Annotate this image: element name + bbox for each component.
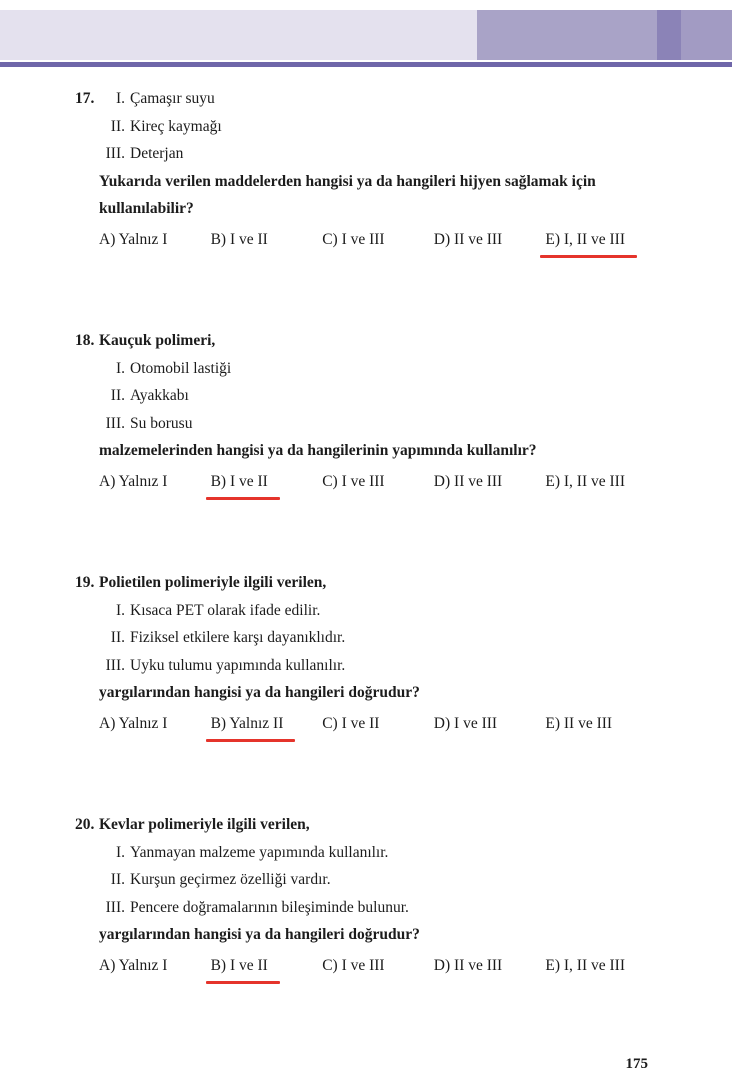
page-header	[0, 10, 732, 60]
option-c: C) I ve III	[322, 230, 385, 248]
statement-item	[99, 894, 652, 922]
options-row	[99, 710, 657, 738]
page-footer	[0, 1053, 732, 1073]
option-b: B) Yalnız II	[211, 710, 284, 738]
question-title: Polietilen polimeriyle ilgili verilen,	[99, 574, 327, 591]
question-18	[75, 327, 652, 495]
option-d: D) II ve III	[433, 472, 503, 490]
roman-numeral: II.	[110, 387, 125, 404]
statement-text: Kurşun geçirmez özelliği vardır.	[130, 871, 331, 888]
statement-text: Uyku tulumu yapımında kullanılır.	[130, 656, 346, 674]
statement-item	[99, 652, 652, 680]
option-d: D) II ve III	[433, 956, 503, 974]
option-c: C) I ve II	[322, 714, 380, 732]
roman-numeral: II.	[110, 117, 125, 135]
option-e: E) II ve III	[545, 714, 613, 732]
statement-text: Kısaca PET olarak ifade edilir.	[130, 601, 321, 619]
statement-text: Otomobil lastiği	[130, 359, 232, 377]
header-band-dark	[657, 10, 681, 60]
roman-numeral: II.	[110, 629, 125, 646]
roman-numeral: I.	[115, 843, 125, 861]
statement-item	[99, 140, 652, 168]
roman-numeral: II.	[110, 871, 125, 888]
option-d: D) II ve III	[433, 230, 503, 248]
header-band-medium	[477, 10, 657, 60]
statement-item	[99, 85, 652, 113]
statement-text: Fiziksel etkilere karşı dayanıklıdır.	[130, 629, 346, 646]
question-number: 19.	[75, 574, 95, 591]
statement-text: Ayakkabı	[130, 387, 189, 404]
question-number: 20.	[75, 816, 95, 833]
option-b: B) I ve II	[211, 952, 268, 980]
statement-text: Deterjan	[130, 145, 184, 162]
option-a: A) Yalnız I	[99, 230, 168, 248]
statement-text: Su borusu	[130, 414, 193, 432]
statement-item	[99, 597, 652, 625]
statement-text: Kireç kaymağı	[130, 117, 222, 135]
roman-numeral: III.	[105, 145, 125, 162]
statement-text: Çamaşır suyu	[130, 90, 215, 107]
option-d: D) I ve III	[433, 714, 498, 732]
statement-item	[99, 113, 652, 141]
statement-text: Pencere doğramalarının bileşiminde bulunur.	[130, 898, 409, 916]
question-stem: Yukarıda verilen maddelerden hangisi ya da hangileri hijyen sağlamak için kullanılabilir?	[99, 172, 596, 217]
question-title: Kauçuk polimeri,	[99, 332, 216, 349]
roman-numeral: III.	[105, 414, 125, 432]
question-20	[75, 811, 652, 979]
roman-numeral: III.	[105, 656, 125, 674]
question-stem: malzemelerinden hangisi ya da hangilerinin yapımında kullanılır?	[99, 442, 537, 459]
option-e: E) I, II ve III	[545, 956, 625, 974]
question-17	[75, 85, 652, 253]
option-b: B) I ve II	[210, 230, 268, 248]
page-number: 175	[625, 1056, 648, 1072]
statement-item	[99, 355, 652, 383]
header-band-right	[681, 10, 732, 60]
option-c: C) I ve III	[322, 472, 385, 490]
content-area	[0, 67, 732, 979]
question-19	[75, 569, 652, 737]
option-e: E) I, II ve III	[545, 226, 625, 254]
options-row	[99, 468, 657, 496]
statement-item	[99, 839, 652, 867]
question-stem: yargılarından hangisi ya da hangileri doğrudur?	[99, 684, 420, 701]
option-c: C) I ve III	[322, 956, 385, 974]
options-row	[99, 952, 657, 980]
question-stem: yargılarından hangisi ya da hangileri doğrudur?	[99, 926, 420, 943]
roman-numeral: I.	[115, 90, 125, 107]
statement-item	[99, 410, 652, 438]
question-title: Kevlar polimeriyle ilgili verilen,	[99, 816, 310, 833]
option-a: A) Yalnız I	[99, 472, 168, 490]
question-number: 17.	[75, 90, 95, 107]
roman-numeral: I.	[115, 601, 125, 619]
option-a: A) Yalnız I	[99, 956, 168, 974]
option-b: B) I ve II	[211, 468, 268, 496]
roman-numeral: III.	[105, 898, 125, 916]
document-page	[0, 10, 732, 1072]
roman-numeral: I.	[115, 359, 125, 377]
statement-text: Yanmayan malzeme yapımında kullanılır.	[130, 843, 389, 861]
question-number: 18.	[75, 332, 95, 349]
header-band-light	[0, 10, 477, 60]
options-row	[99, 226, 657, 254]
option-e: E) I, II ve III	[545, 472, 625, 490]
statement-item	[99, 382, 652, 410]
statement-item	[99, 624, 652, 652]
statement-item	[99, 866, 652, 894]
option-a: A) Yalnız I	[99, 714, 168, 732]
